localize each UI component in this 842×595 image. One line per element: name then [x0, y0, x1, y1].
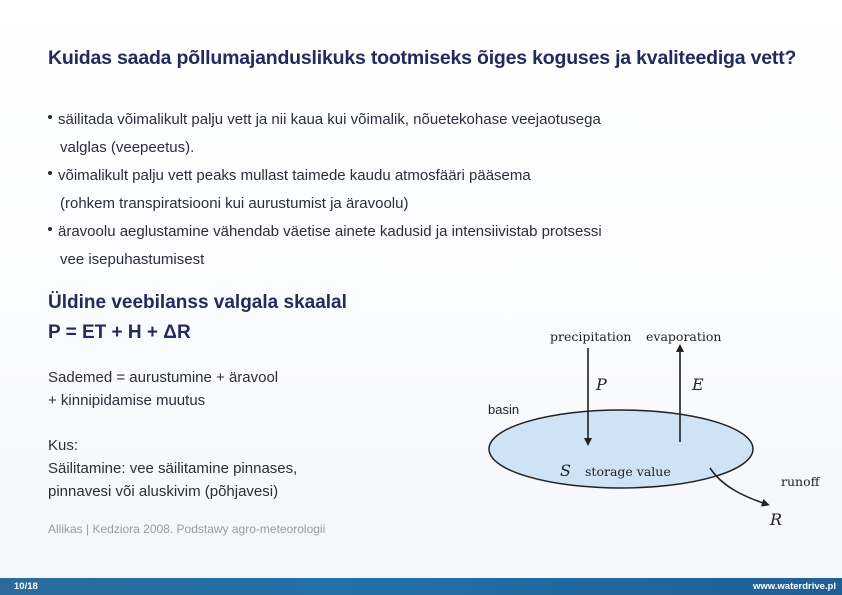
evaporation-symbol: E — [692, 375, 704, 394]
bullet-item — [48, 220, 688, 276]
precipitation-symbol: P — [596, 375, 607, 394]
page-title: Kuidas saada põllumajanduslikuks tootmiseks õiges koguses ja kvaliteediga vett? — [48, 47, 797, 69]
water-balance-formula: P = ET + H + ΔR — [48, 322, 191, 343]
definition-line: Säilitamine: vee säilitamine pinnases, — [48, 460, 298, 477]
footer-bar — [0, 578, 842, 595]
bullet-dot-icon — [48, 227, 52, 231]
source-citation: Allikas | Kedziora 2008. Podstawy agro-meteorologii — [48, 522, 326, 536]
bullet-text: äravoolu aeglustamine vähendab väetise ainete kadusid ja intensiivistab protsessi — [58, 223, 602, 240]
precipitation-label: precipitation — [550, 329, 632, 344]
bullet-list — [48, 108, 688, 276]
where-label: Kus: — [48, 437, 79, 454]
bullet-dot-icon — [48, 115, 52, 119]
website-link[interactable]: www.waterdrive.pl — [752, 581, 836, 592]
definition-block — [48, 434, 297, 503]
bullet-text: võimalikult palju vett peaks mullast taimede kaudu atmosfääri pääsema — [58, 167, 531, 184]
section-subtitle: Üldine veebilanss valgala skaalal — [48, 292, 347, 313]
equation-line: Sademed = aurustumine + äravool — [48, 369, 279, 386]
bullet-text: säilitada võimalikult palju vett ja nii kaua kui võimalik, nõuetekohase veejaotusega — [58, 111, 601, 128]
runoff-symbol: R — [770, 510, 783, 529]
bullet-text-continued: vee isepuhastumisest — [60, 251, 205, 268]
evaporation-label: evaporation — [646, 329, 722, 344]
bullet-text-continued: valglas (veepeetus). — [60, 139, 195, 156]
equation-line: + kinnipidamise muutus — [48, 392, 206, 409]
runoff-label: runoff — [781, 474, 820, 489]
bullet-text-continued: (rohkem transpiratsiooni kui aurustumist ja äravoolu) — [60, 195, 409, 212]
page-number: 10/18 — [14, 581, 38, 592]
bullet-dot-icon — [48, 171, 52, 175]
storage-symbol: S — [560, 461, 571, 480]
basin-label: basin — [488, 402, 520, 417]
bullet-item — [48, 164, 688, 220]
definition-line: pinnavesi või aluskivim (põhjavesi) — [48, 483, 279, 500]
bullet-item — [48, 108, 688, 164]
water-balance-diagram — [470, 318, 842, 540]
equation-description — [48, 366, 278, 412]
storage-label: storage value — [585, 464, 671, 479]
